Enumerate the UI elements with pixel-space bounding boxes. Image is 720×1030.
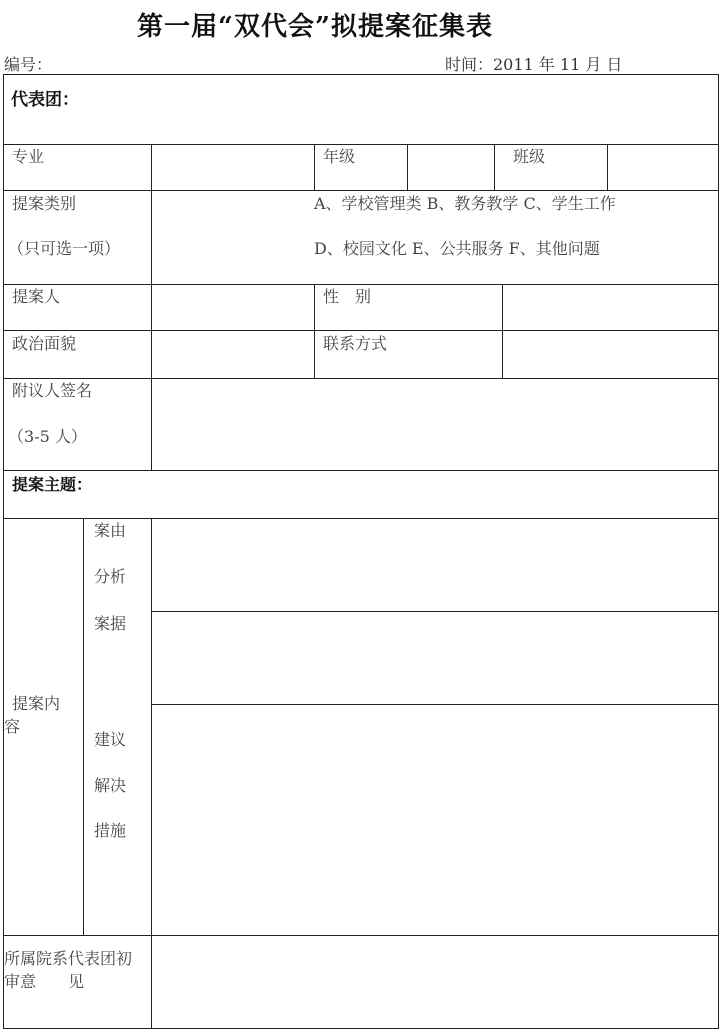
- column-divider: [314, 144, 315, 190]
- row-divider: [3, 284, 719, 285]
- row-divider: [3, 378, 719, 379]
- column-divider: [314, 284, 315, 378]
- page-title: 第一届“双代会”拟提案征集表: [137, 12, 493, 42]
- delegation-field[interactable]: [120, 80, 710, 138]
- row-divider: [3, 190, 719, 191]
- row-divider: [3, 518, 719, 519]
- row-divider: [3, 144, 719, 145]
- suggestion-label-line1: 建议: [94, 730, 127, 749]
- column-divider: [494, 144, 495, 190]
- content-label-line1: 提案内: [12, 694, 61, 713]
- column-divider: [151, 518, 152, 1028]
- column-divider: [407, 144, 408, 190]
- category-options-line1: A、学校管理类 B、教务教学 C、学生工作: [314, 194, 616, 213]
- proposer-label: 提案人: [12, 287, 61, 306]
- basis-label: 案据: [94, 614, 127, 633]
- category-note: （只可选一项）: [8, 239, 121, 258]
- subject-field[interactable]: [110, 472, 716, 517]
- row-divider: [3, 330, 719, 331]
- table-border-top: [3, 74, 719, 75]
- date-label: 时间：2011 年 11 月 日: [445, 55, 623, 74]
- review-label-line2: 审意 见: [4, 972, 85, 991]
- grade-field[interactable]: [409, 146, 493, 189]
- table-border-left: [3, 74, 4, 1029]
- row-divider: [3, 935, 719, 936]
- row-divider: [151, 704, 719, 705]
- column-divider: [502, 284, 503, 378]
- proposer-field[interactable]: [153, 286, 313, 329]
- review-opinion-field[interactable]: [153, 937, 717, 1027]
- category-options-line2: D、校园文化 E、公共服务 F、其他问题: [314, 239, 600, 258]
- cosigner-label: 附议人签名: [12, 381, 93, 400]
- row-divider: [3, 470, 719, 471]
- table-border-right: [718, 74, 719, 1029]
- reason-label-line1: 案由: [94, 521, 127, 540]
- table-border-bottom: [3, 1028, 719, 1029]
- column-divider: [607, 144, 608, 190]
- cosigner-signature-field[interactable]: [153, 380, 717, 469]
- column-divider: [83, 518, 84, 935]
- suggestion-label-line3: 措施: [94, 821, 127, 840]
- suggestion-measures-field[interactable]: [153, 706, 717, 934]
- cosigner-note: （3-5 人）: [8, 427, 87, 446]
- gender-field[interactable]: [504, 286, 717, 329]
- basis-field[interactable]: [153, 613, 717, 703]
- column-divider: [151, 284, 152, 470]
- serial-number-label: 编号：: [4, 55, 53, 74]
- suggestion-label-line2: 解决: [94, 776, 127, 795]
- row-divider: [151, 611, 719, 612]
- political-status-label: 政治面貌: [12, 334, 77, 353]
- content-label-line2: 容: [4, 717, 21, 736]
- class-label: 班级: [513, 147, 546, 166]
- reason-analysis-field[interactable]: [153, 520, 717, 610]
- column-divider: [151, 144, 152, 284]
- contact-label: 联系方式: [323, 334, 388, 353]
- major-label: 专业: [12, 147, 45, 166]
- contact-field[interactable]: [504, 332, 717, 377]
- gender-label: 性 别: [323, 287, 372, 306]
- review-label-line1: 所属院系代表团初: [4, 949, 133, 968]
- reason-label-line2: 分析: [94, 567, 127, 586]
- category-label: 提案类别: [12, 194, 77, 213]
- delegation-label: 代表团：: [11, 90, 79, 110]
- subject-label: 提案主题：: [12, 475, 93, 494]
- class-field[interactable]: [609, 146, 717, 189]
- major-field[interactable]: [153, 146, 313, 189]
- category-field[interactable]: [153, 192, 313, 283]
- grade-label: 年级: [323, 147, 356, 166]
- political-status-field[interactable]: [153, 332, 313, 377]
